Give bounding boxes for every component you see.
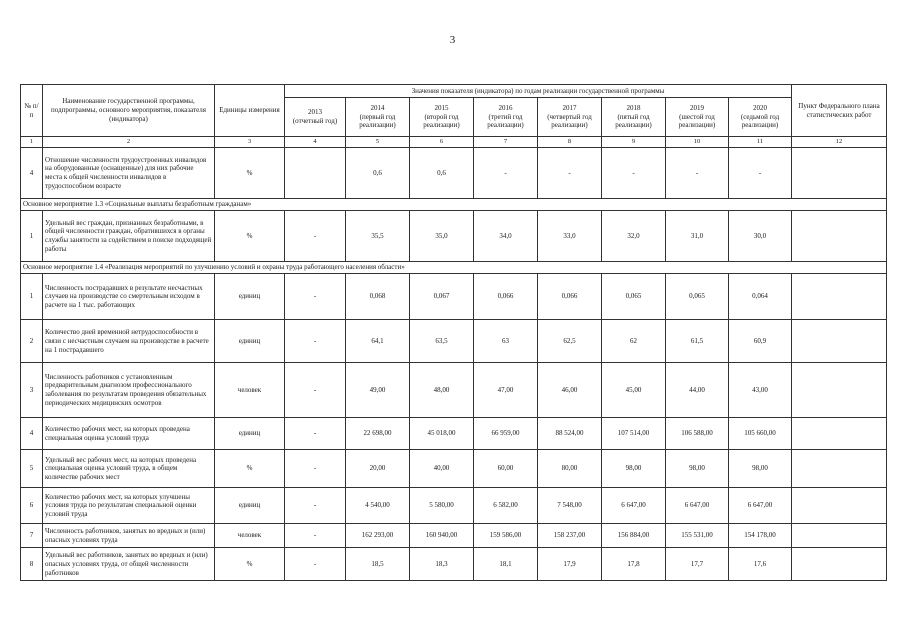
header-year [285,98,346,137]
header-values-group: Значения показателя (индикатора) по годам реализации государственной программы [285,85,792,98]
value-cell: - [285,524,346,548]
header-year [538,98,602,137]
value-cell [285,148,346,199]
table-row [21,274,887,320]
plan-cell [792,488,887,524]
table-row [21,148,887,199]
header-year-note: (пятый год реализации) [615,112,652,130]
header-year-note: (седьмой год реализации) [740,112,780,130]
value-cell: 35,5 [346,211,410,262]
value-cell: 62,5 [538,320,602,363]
indicator-name: Удельный вес работников, занятых во вредных и (или) опасных условиях труда, от общей численности работников [43,548,215,581]
column-number: 10 [666,137,729,148]
value-cell: 4 540,00 [346,488,410,524]
value-cell: 63 [474,320,538,363]
row-number: 3 [21,363,43,418]
value-cell: 45,00 [602,363,666,418]
value-cell: 45 018,00 [410,418,474,450]
value-cell: - [285,418,346,450]
table-row [21,363,887,418]
header-plan: Пункт Федерального плана статистических работ [792,85,887,137]
header-year-value: 2017 [562,103,577,112]
value-cell: 0,065 [666,274,729,320]
value-cell: - [474,148,538,199]
value-cell: 18,5 [346,548,410,581]
table-row [21,418,887,450]
indicator-unit: % [215,548,285,581]
value-cell: 0,6 [346,148,410,199]
section-row [21,199,887,211]
value-cell: 17,9 [538,548,602,581]
value-cell: - [285,274,346,320]
plan-cell [792,450,887,488]
header-year [346,98,410,137]
indicators-table [20,84,887,581]
value-cell: - [538,148,602,199]
value-cell: - [602,148,666,199]
value-cell: 155 531,00 [666,524,729,548]
plan-cell [792,274,887,320]
indicator-unit: единиц [215,488,285,524]
value-cell: 159 586,00 [474,524,538,548]
value-cell: 5 580,00 [410,488,474,524]
header-year [729,98,792,137]
value-cell: 98,00 [602,450,666,488]
value-cell: 43,00 [729,363,792,418]
value-cell: 61,5 [666,320,729,363]
value-cell: 30,0 [729,211,792,262]
header-year-value: 2014 [370,103,385,112]
value-cell: - [666,148,729,199]
value-cell: 158 237,00 [538,524,602,548]
column-number: 9 [602,137,666,148]
value-cell: 31,0 [666,211,729,262]
plan-cell [792,148,887,199]
indicator-unit: человек [215,363,285,418]
value-cell: 0,6 [410,148,474,199]
indicator-unit: единиц [215,418,285,450]
header-year-note: (третий год реализации) [487,112,524,130]
section-title: Основное мероприятие 1.3 «Социальные выплаты безработным гражданам» [21,199,887,211]
header-year [602,98,666,137]
value-cell: 22 698,00 [346,418,410,450]
plan-cell [792,524,887,548]
value-cell: 0,068 [346,274,410,320]
column-number: 11 [729,137,792,148]
indicator-name: Количество дней временной нетрудоспособности в связи с несчастным случаем на производстве в расчете на 1 пострадавшего [43,320,215,363]
row-number: 6 [21,488,43,524]
value-cell: - [285,450,346,488]
value-cell: 60,9 [729,320,792,363]
value-cell: - [285,320,346,363]
header-year-value: 2020 [753,103,767,112]
value-cell: 80,00 [538,450,602,488]
header-year-value: 2019 [690,103,704,112]
value-cell: - [729,148,792,199]
header-year-note: (четвертый год реализации) [547,112,592,130]
column-number: 8 [538,137,602,148]
header-year-value: 2013 [308,108,322,117]
header-year-note: (первый год реализации) [359,112,396,130]
value-cell: 156 884,00 [602,524,666,548]
table-row [21,548,887,581]
indicator-name: Удельный вес граждан, признанных безработными, в общей численности граждан, обратившихся в органы службы занятости за содействием в поиске подходящей работы [43,211,215,262]
plan-cell [792,363,887,418]
indicator-unit: единиц [215,274,285,320]
row-number: 8 [21,548,43,581]
row-number: 5 [21,450,43,488]
value-cell: 60,00 [474,450,538,488]
value-cell: 106 588,00 [666,418,729,450]
value-cell: 98,00 [729,450,792,488]
indicator-name: Численность работников, занятых во вредных и (или) опасных условиях труда [43,524,215,548]
value-cell: 0,066 [474,274,538,320]
value-cell: 6 647,00 [729,488,792,524]
indicator-unit: % [215,211,285,262]
value-cell: 160 940,00 [410,524,474,548]
indicator-unit: % [215,148,285,199]
value-cell: 20,00 [346,450,410,488]
value-cell: 0,067 [410,274,474,320]
plan-cell [792,320,887,363]
value-cell: 48,00 [410,363,474,418]
table-row [21,211,887,262]
row-number: 2 [21,320,43,363]
value-cell: 107 514,00 [602,418,666,450]
value-cell: 46,00 [538,363,602,418]
indicator-name: Количество рабочих мест, на которых проведена специальная оценка условий труда [43,418,215,450]
indicator-unit: % [215,450,285,488]
plan-cell [792,548,887,581]
section-row [21,262,887,274]
value-cell: - [285,363,346,418]
value-cell: 162 293,00 [346,524,410,548]
header-no: № п/п [21,85,43,137]
value-cell: 47,00 [474,363,538,418]
value-cell: - [285,211,346,262]
value-cell: 6 647,00 [666,488,729,524]
table-row [21,488,887,524]
column-number: 1 [21,137,43,148]
header-year-value: 2018 [626,103,641,112]
section-title: Основное мероприятие 1.4 «Реализация мероприятий по улучшению условий и охраны труда работающего населения области» [21,262,887,274]
row-number: 1 [21,211,43,262]
column-number: 12 [792,137,887,148]
value-cell: 7 548,00 [538,488,602,524]
plan-cell [792,418,887,450]
indicator-name: Удельный вес рабочих мест, на которых проведена специальная оценка условий труда, в общем количестве рабочих мест [43,450,215,488]
column-number: 3 [215,137,285,148]
column-number: 7 [474,137,538,148]
table-row [21,524,887,548]
value-cell: 17,8 [602,548,666,581]
indicator-name: Численность пострадавших в результате несчастных случаев на производстве со смертельным исходом в расчете на 1 тыс. работающих [43,274,215,320]
header-unit: Единицы измерения [215,85,285,137]
value-cell: 35,0 [410,211,474,262]
value-cell: 40,00 [410,450,474,488]
value-cell: 33,0 [538,211,602,262]
table-row [21,320,887,363]
value-cell: 98,00 [666,450,729,488]
value-cell: 34,0 [474,211,538,262]
indicator-name: Численность работников с установленным предварительным диагнозом профессионального заболевания по результатам проведения обязательных периодических медицинских осмотров [43,363,215,418]
indicator-unit: человек [215,524,285,548]
row-number: 4 [21,418,43,450]
header-year-note: (шестой год реализации) [678,112,716,130]
indicator-unit: единиц [215,320,285,363]
value-cell: 0,065 [602,274,666,320]
column-number: 2 [43,137,215,148]
value-cell: 49,00 [346,363,410,418]
header-year [410,98,474,137]
value-cell: 18,3 [410,548,474,581]
value-cell: 88 524,00 [538,418,602,450]
value-cell: 154 178,00 [729,524,792,548]
header-year [474,98,538,137]
column-number: 6 [410,137,474,148]
value-cell: 17,7 [666,548,729,581]
header-year-value: 2016 [498,103,513,112]
header-year-note: (второй год реализации) [423,112,460,130]
value-cell: 0,066 [538,274,602,320]
header-year [666,98,729,137]
header-year-note: (отчетный год) [292,117,338,125]
value-cell: 6 582,00 [474,488,538,524]
value-cell: 18,1 [474,548,538,581]
value-cell: 66 959,00 [474,418,538,450]
header-year-value: 2015 [434,103,449,112]
page-number: 3 [449,34,456,46]
header-name: Наименование государственной программы, подпрограммы, основного мероприятия, показателя (индикатора) [43,85,215,137]
row-number: 7 [21,524,43,548]
value-cell: 62 [602,320,666,363]
column-number: 4 [285,137,346,148]
column-number: 5 [346,137,410,148]
indicator-name: Количество рабочих мест, на которых улучшены условия труда по результатам специальной оценки условий труда [43,488,215,524]
value-cell: 64,1 [346,320,410,363]
value-cell: 32,0 [602,211,666,262]
row-number: 1 [21,274,43,320]
plan-cell [792,211,887,262]
table-row [21,450,887,488]
value-cell: 17,6 [729,548,792,581]
value-cell: 63,5 [410,320,474,363]
value-cell: 6 647,00 [602,488,666,524]
row-number: 4 [21,148,43,199]
indicator-name: Отношение численности трудоустроенных инвалидов на оборудованные (оснащенные) для них рабочие места к общей численности инвалидов в трудоспособном возрасте [43,148,215,199]
value-cell: 44,00 [666,363,729,418]
value-cell: 105 660,00 [729,418,792,450]
value-cell: - [285,548,346,581]
value-cell: 0,064 [729,274,792,320]
value-cell: - [285,488,346,524]
